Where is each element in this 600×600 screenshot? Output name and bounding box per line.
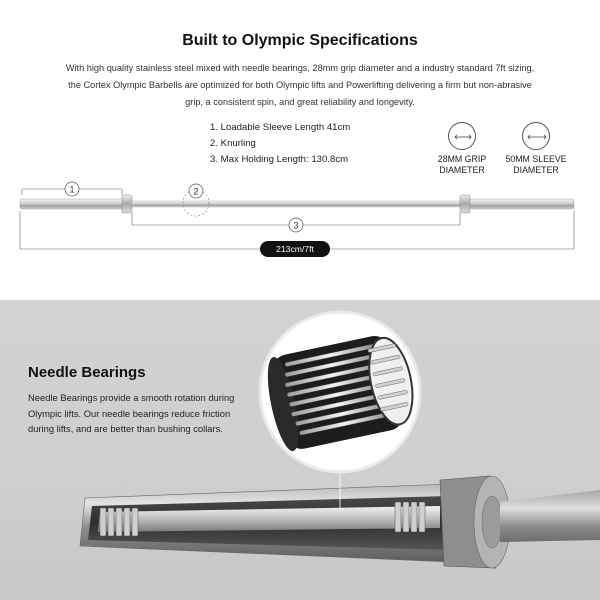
right-collar — [460, 195, 470, 213]
grip-diameter — [422, 122, 502, 176]
marker-2-label: 2 — [193, 186, 199, 197]
sleeve-diameter — [496, 122, 576, 176]
grip-diameter-icon — [448, 122, 476, 150]
section-title: Built to Olympic Specifications — [182, 32, 418, 49]
needle-bearings-title: Needle Bearings — [28, 364, 146, 381]
barbell-shaft — [132, 201, 462, 207]
marker-1-label: 1 — [69, 184, 75, 195]
needle-bearings-section — [0, 300, 600, 600]
sleeve-diameter-label-1: 50MM SLEEVE — [505, 154, 567, 164]
grip-diameter-label-2: DIAMETER — [439, 165, 485, 175]
sleeve-diameter-label-2: DIAMETER — [513, 165, 559, 175]
grip-bar — [500, 490, 600, 542]
bearing-closeup — [260, 312, 420, 472]
spec-item-holding-length: 3. Max Holding Length: 130.8cm — [210, 154, 349, 165]
marker-3-label: 3 — [293, 220, 299, 231]
grip-diameter-label-1: 28MM GRIP — [437, 154, 487, 164]
right-sleeve — [470, 199, 574, 209]
spec-list — [210, 120, 350, 168]
collar — [440, 476, 510, 568]
total-length-label: 213cm/7ft — [276, 244, 314, 254]
intro-paragraph: With high quality stainless steel mixed with needle bearings, 28mm grip diameter and a industry standard 7ft sizing, the Cortex Olympic Barbells are optimized for both Olympic lifts and Powerlifting delivering a firm but non-abrasive grip, a consistent spin, and great reliability and longevity. — [65, 63, 535, 107]
sleeve-diameter-icon — [522, 122, 550, 150]
left-collar — [122, 195, 132, 213]
spec-item-knurling: 2. Knurling — [210, 138, 256, 149]
barbell-diagram — [0, 175, 600, 265]
spec-item-sleeve-length: 1. Loadable Sleeve Length 41cm — [210, 122, 351, 133]
sleeve-cutaway — [80, 484, 452, 562]
left-sleeve — [20, 199, 124, 209]
bearing-illustration — [0, 300, 600, 600]
needle-bearings-description: Needle Bearings provide a smooth rotation during Olympic lifts. Our needle bearings reduce friction during lifts, and are better than bushing collars. — [28, 392, 235, 434]
